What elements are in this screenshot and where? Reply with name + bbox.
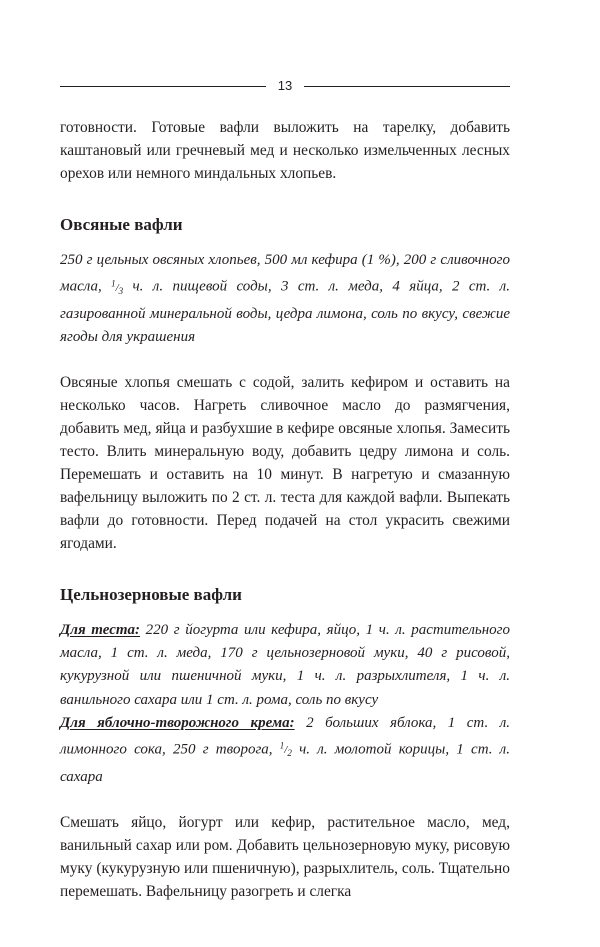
- oat-waffles-title: Овсяные вафли: [60, 215, 183, 234]
- oat-waffles-ingredients: [60, 249, 510, 349]
- cream-ingredients: [60, 712, 510, 789]
- fraction-one-half: $^1/_2$: [279, 740, 292, 759]
- fraction-denominator: 3: [118, 285, 124, 296]
- fraction-numerator: 1: [279, 740, 285, 751]
- dough-label: Для теста:: [60, 622, 141, 639]
- cream-label: Для яблочно-творожного крема:: [60, 714, 295, 731]
- header-rule-left: [60, 86, 266, 87]
- dough-text: 220 г йогурта или кефира, яйцо, 1 ч. л. растительного масла, 1 ст. л. меда, 170 г цельнозерновой муки, 40 г рисовой, кукурузной или пшеничной муки, 1 ч. л. разрыхлителя, 1 ч. л. ванильного сахара или 1 ст. л. рома, соль по вкусу: [60, 622, 511, 708]
- fraction-one-third: $^1/_3$: [111, 278, 124, 296]
- page-header: [60, 74, 510, 98]
- fraction-numerator: 1: [111, 278, 116, 289]
- wholegrain-waffles-title: Цельнозерновые вафли: [60, 585, 242, 605]
- cream-text-part2: ч. л. молотой корицы, 1 ст. л. сахара: [60, 741, 510, 785]
- oat-ingredients-part2: ч. л. пищевой соды, 3 ст. л. меда, 4 яйца, 2 ст. л. газированной минеральной воды, цедра лимона, соль по вкусу, свежие ягоды для украшения: [60, 278, 510, 346]
- wholegrain-waffles-method: Смешать яйцо, йогурт или кефир, растительное масло, мед, ванильный сахар или ром. Добавить цельнозерновую муку, рисовую муку (кукурузную или пшеничную), разрыхлитель, соль. Тщательно перемешать. Вафельницу разогреть и слегка: [60, 813, 510, 900]
- dough-ingredients: [60, 619, 510, 711]
- header-rule-right: [304, 86, 510, 87]
- intro-paragraph: готовности. Готовые вафли выложить на тарелку, добавить каштановый или гречневый мед и несколько измельченных лесных орехов или немного миндальных хлопьев.: [60, 119, 510, 182]
- oat-ingredients-part1: 250 г цельных овсяных хлопьев, 500 мл кефира (1 %), 200 г сливочного масла,: [60, 252, 510, 295]
- page-content: [60, 116, 510, 903]
- fraction-denominator: 2: [287, 748, 292, 759]
- cream-text-part1: 2 больших яблока, 1 ст. л. лимонного сока, 250 г творога,: [60, 714, 510, 758]
- oat-waffles-method: Овсяные хлопья смешать с содой, залить кефиром и оставить на несколько часов. Нагреть сливочное масло до размягчения, добавить мед, яйца и разбухшие в кефире овсяные хлопья. Замесить тесто. Влить минеральную воду, добавить цедру лимона и соль. Перемешать и оставить на 10 минут. В нагретую и смазанную вафельницу выложить по 2 ст. л. теста для каждой вафли. Выпекать вафли до готовности. Перед подачей на стол украсить свежими ягодами.: [60, 374, 510, 553]
- page-number: 13: [277, 78, 293, 93]
